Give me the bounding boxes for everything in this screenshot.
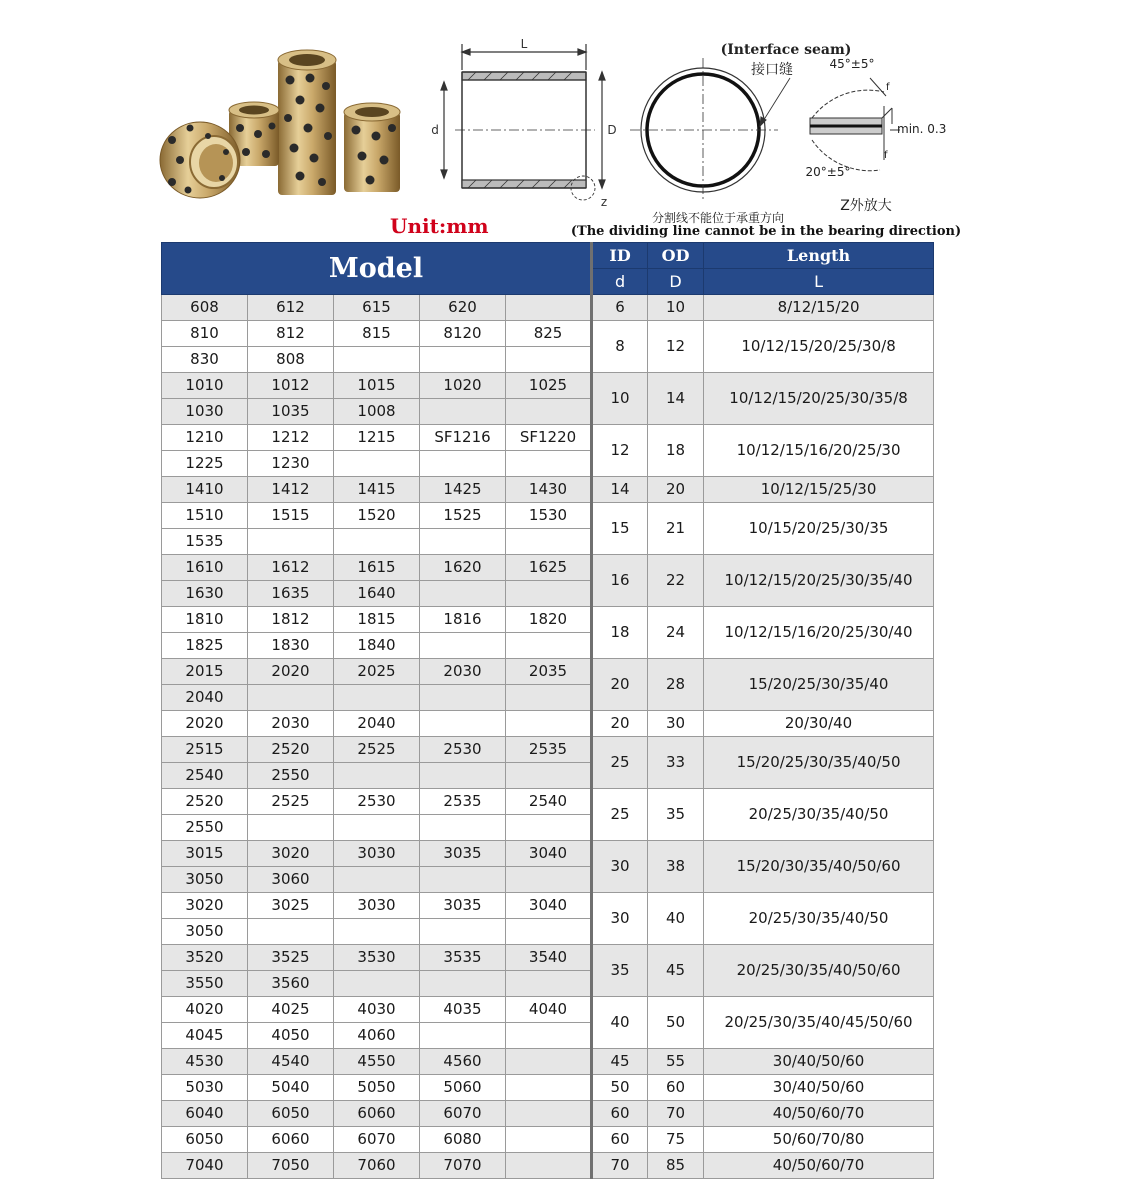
model-cell: 815 (334, 321, 420, 347)
length-cell: 20/25/30/35/40/45/50/60 (704, 997, 934, 1049)
model-cell: 3050 (162, 919, 248, 945)
id-cell: 25 (592, 737, 648, 789)
model-cell: 1035 (248, 399, 334, 425)
model-cell: 3035 (420, 893, 506, 919)
model-cell: 1812 (248, 607, 334, 633)
od-cell: 30 (648, 711, 704, 737)
model-cell: 5060 (420, 1075, 506, 1101)
length-cell: 20/25/30/35/40/50/60 (704, 945, 934, 997)
length-cell: 40/50/60/70 (704, 1153, 934, 1179)
table-row (162, 425, 934, 451)
model-cell: 8120 (420, 321, 506, 347)
model-cell: 1640 (334, 581, 420, 607)
model-cell (506, 1023, 592, 1049)
model-cell: 6060 (334, 1101, 420, 1127)
length-cell: 10/12/15/20/25/30/35/40 (704, 555, 934, 607)
model-cell: 2020 (248, 659, 334, 685)
table-row (162, 321, 934, 347)
model-cell: 1025 (506, 373, 592, 399)
id-cell: 20 (592, 659, 648, 711)
model-cell: SF1220 (506, 425, 592, 451)
model-cell: 620 (420, 295, 506, 321)
model-cell: 830 (162, 347, 248, 373)
model-cell: 3015 (162, 841, 248, 867)
model-cell: 3530 (334, 945, 420, 971)
section-drawing (441, 44, 605, 200)
length-symbol: L (704, 269, 934, 295)
model-cell: 1412 (248, 477, 334, 503)
model-cell: 1810 (162, 607, 248, 633)
model-cell: 4560 (420, 1049, 506, 1075)
model-cell: 812 (248, 321, 334, 347)
model-cell: 6070 (334, 1127, 420, 1153)
model-cell: 2035 (506, 659, 592, 685)
model-cell (420, 1023, 506, 1049)
table-row (162, 711, 934, 737)
od-cell: 10 (648, 295, 704, 321)
model-cell (506, 763, 592, 789)
table-body (162, 295, 934, 1179)
model-cell: 1816 (420, 607, 506, 633)
length-cell: 50/60/70/80 (704, 1127, 934, 1153)
length-cell: 10/12/15/25/30 (704, 477, 934, 503)
model-cell: 1612 (248, 555, 334, 581)
model-cell: 2040 (334, 711, 420, 737)
model-cell: 3020 (162, 893, 248, 919)
table-row (162, 373, 934, 399)
model-cell (334, 815, 420, 841)
model-cell: 615 (334, 295, 420, 321)
id-cell: 35 (592, 945, 648, 997)
model-cell (506, 1101, 592, 1127)
model-cell: 3035 (420, 841, 506, 867)
model-cell: 3030 (334, 841, 420, 867)
model-cell: 2550 (162, 815, 248, 841)
model-cell: 6040 (162, 1101, 248, 1127)
id-symbol: d (592, 269, 648, 295)
model-cell: 2530 (334, 789, 420, 815)
model-cell: 1415 (334, 477, 420, 503)
model-cell (506, 347, 592, 373)
model-cell: 7060 (334, 1153, 420, 1179)
table-row (162, 295, 934, 321)
model-cell: 7050 (248, 1153, 334, 1179)
model-cell: 5030 (162, 1075, 248, 1101)
id-cell: 45 (592, 1049, 648, 1075)
model-cell: 6070 (420, 1101, 506, 1127)
model-cell: 1820 (506, 607, 592, 633)
model-cell: 3040 (506, 841, 592, 867)
model-cell (506, 633, 592, 659)
model-cell: 7040 (162, 1153, 248, 1179)
length-cell: 10/12/15/16/20/25/30/40 (704, 607, 934, 659)
model-cell (248, 919, 334, 945)
table-row (162, 1153, 934, 1179)
model-cell: 6080 (420, 1127, 506, 1153)
od-cell: 24 (648, 607, 704, 659)
model-cell: 825 (506, 321, 592, 347)
id-cell: 30 (592, 893, 648, 945)
table-row (162, 737, 934, 763)
model-cell (506, 971, 592, 997)
length-cell: 8/12/15/20 (704, 295, 934, 321)
bushing-figure (0, 0, 1134, 240)
od-cell: 50 (648, 997, 704, 1049)
id-cell: 12 (592, 425, 648, 477)
model-cell (334, 971, 420, 997)
model-cell: 5040 (248, 1075, 334, 1101)
table-row (162, 555, 934, 581)
table-row (162, 607, 934, 633)
model-cell: 808 (248, 347, 334, 373)
angle-top: 45°±5° (829, 57, 875, 71)
model-cell (420, 711, 506, 737)
table-row (162, 1049, 934, 1075)
model-cell (420, 867, 506, 893)
model-cell: 3025 (248, 893, 334, 919)
id-cell: 40 (592, 997, 648, 1049)
model-cell: 2540 (162, 763, 248, 789)
dim-D: D (607, 123, 617, 137)
model-cell: 1530 (506, 503, 592, 529)
od-cell: 33 (648, 737, 704, 789)
model-cell: 2530 (420, 737, 506, 763)
model-cell: 4540 (248, 1049, 334, 1075)
model-cell: 1210 (162, 425, 248, 451)
od-cell: 40 (648, 893, 704, 945)
od-cell: 75 (648, 1127, 704, 1153)
id-cell: 70 (592, 1153, 648, 1179)
model-cell: 2020 (162, 711, 248, 737)
model-cell: 1010 (162, 373, 248, 399)
model-cell: 2030 (248, 711, 334, 737)
model-cell: 5050 (334, 1075, 420, 1101)
model-cell: 1225 (162, 451, 248, 477)
model-cell (334, 347, 420, 373)
table-row (162, 789, 934, 815)
model-cell: 3540 (506, 945, 592, 971)
model-cell (420, 529, 506, 555)
model-cell: 3020 (248, 841, 334, 867)
model-cell (420, 399, 506, 425)
id-cell: 20 (592, 711, 648, 737)
model-cell: 2540 (506, 789, 592, 815)
od-cell: 55 (648, 1049, 704, 1075)
id-cell: 60 (592, 1127, 648, 1153)
length-cell: 30/40/50/60 (704, 1049, 934, 1075)
id-cell: 15 (592, 503, 648, 555)
model-cell: 2025 (334, 659, 420, 685)
model-cell: 6060 (248, 1127, 334, 1153)
model-cell: 3560 (248, 971, 334, 997)
od-cell: 45 (648, 945, 704, 997)
model-cell: 2525 (334, 737, 420, 763)
model-cell: 612 (248, 295, 334, 321)
model-cell (506, 919, 592, 945)
model-cell (420, 451, 506, 477)
model-cell: 3040 (506, 893, 592, 919)
end-view-drawing (630, 58, 790, 202)
model-cell: 1630 (162, 581, 248, 607)
model-cell: 1615 (334, 555, 420, 581)
table-row (162, 1127, 934, 1153)
model-cell (248, 685, 334, 711)
model-cell: 1825 (162, 633, 248, 659)
dim-L: L (520, 37, 528, 51)
od-cell: 21 (648, 503, 704, 555)
model-cell: 3535 (420, 945, 506, 971)
od-header: OD (648, 243, 704, 269)
id-cell: 14 (592, 477, 648, 503)
model-cell (506, 867, 592, 893)
length-header: Length (704, 243, 934, 269)
model-cell: 4025 (248, 997, 334, 1023)
model-cell: 3550 (162, 971, 248, 997)
z-enlarged-label: Z外放大 (840, 198, 892, 214)
length-cell: 10/12/15/20/25/30/8 (704, 321, 934, 373)
table-row (162, 997, 934, 1023)
table-row (162, 893, 934, 919)
model-cell: 1525 (420, 503, 506, 529)
od-cell: 14 (648, 373, 704, 425)
model-cell (420, 763, 506, 789)
model-cell: 6050 (248, 1101, 334, 1127)
model-cell (506, 815, 592, 841)
model-cell (334, 919, 420, 945)
model-cell (334, 451, 420, 477)
model-cell (420, 971, 506, 997)
model-cell (420, 685, 506, 711)
model-cell (506, 1153, 592, 1179)
model-header: Model (162, 243, 592, 295)
table-row (162, 477, 934, 503)
model-cell: 2550 (248, 763, 334, 789)
model-cell (506, 1075, 592, 1101)
model-cell: 4060 (334, 1023, 420, 1049)
od-symbol: D (648, 269, 704, 295)
model-cell: 3030 (334, 893, 420, 919)
model-cell (506, 1049, 592, 1075)
f2-label: f (886, 82, 890, 93)
id-cell: 18 (592, 607, 648, 659)
model-cell: 4020 (162, 997, 248, 1023)
id-cell: 10 (592, 373, 648, 425)
model-cell: 1520 (334, 503, 420, 529)
od-cell: 20 (648, 477, 704, 503)
model-cell: 1840 (334, 633, 420, 659)
model-cell (334, 867, 420, 893)
model-cell: 608 (162, 295, 248, 321)
length-cell: 10/12/15/16/20/25/30 (704, 425, 934, 477)
model-cell (506, 685, 592, 711)
model-cell (506, 1127, 592, 1153)
id-cell: 30 (592, 841, 648, 893)
id-cell: 50 (592, 1075, 648, 1101)
model-cell: 1635 (248, 581, 334, 607)
table-row (162, 1075, 934, 1101)
model-cell: 3525 (248, 945, 334, 971)
model-cell: 1610 (162, 555, 248, 581)
model-cell (506, 529, 592, 555)
model-cell (420, 919, 506, 945)
model-cell: 4040 (506, 997, 592, 1023)
model-cell: 1212 (248, 425, 334, 451)
model-cell: 1230 (248, 451, 334, 477)
model-cell (420, 815, 506, 841)
model-cell: 1510 (162, 503, 248, 529)
od-cell: 85 (648, 1153, 704, 1179)
model-cell: 1830 (248, 633, 334, 659)
od-cell: 38 (648, 841, 704, 893)
length-cell: 15/20/25/30/35/40 (704, 659, 934, 711)
model-cell (506, 451, 592, 477)
od-cell: 12 (648, 321, 704, 373)
od-cell: 18 (648, 425, 704, 477)
model-cell (506, 295, 592, 321)
model-cell: 1020 (420, 373, 506, 399)
unit-label: Unit:mm (390, 214, 489, 238)
model-cell: 1030 (162, 399, 248, 425)
table-row (162, 659, 934, 685)
model-cell (420, 347, 506, 373)
model-cell: 3060 (248, 867, 334, 893)
model-cell: 1815 (334, 607, 420, 633)
id-cell: 6 (592, 295, 648, 321)
od-cell: 35 (648, 789, 704, 841)
model-cell: 1535 (162, 529, 248, 555)
f1-label: f (884, 150, 888, 161)
length-cell: 15/20/25/30/35/40/50 (704, 737, 934, 789)
model-cell: 1015 (334, 373, 420, 399)
model-cell: 4035 (420, 997, 506, 1023)
model-cell: 2040 (162, 685, 248, 711)
od-cell: 70 (648, 1101, 704, 1127)
model-cell: 1515 (248, 503, 334, 529)
model-cell: 6050 (162, 1127, 248, 1153)
length-cell: 10/12/15/20/25/30/35/8 (704, 373, 934, 425)
model-cell: 3520 (162, 945, 248, 971)
model-cell (420, 633, 506, 659)
seam-label-en: (Interface seam) (720, 42, 852, 58)
model-cell: 2535 (420, 789, 506, 815)
model-cell: 1425 (420, 477, 506, 503)
model-cell: 4530 (162, 1049, 248, 1075)
angle-bottom: 20°±5° (805, 165, 851, 179)
dim-z: z (600, 195, 608, 209)
length-cell: 30/40/50/60 (704, 1075, 934, 1101)
model-cell: 1410 (162, 477, 248, 503)
model-cell (506, 399, 592, 425)
model-cell: 3050 (162, 867, 248, 893)
dim-d: d (431, 123, 439, 137)
model-cell: 1215 (334, 425, 420, 451)
model-cell: 1625 (506, 555, 592, 581)
model-cell (334, 763, 420, 789)
model-cell (420, 581, 506, 607)
model-cell (248, 815, 334, 841)
od-cell: 22 (648, 555, 704, 607)
id-cell: 25 (592, 789, 648, 841)
model-cell: 2515 (162, 737, 248, 763)
id-header: ID (592, 243, 648, 269)
length-cell: 40/50/60/70 (704, 1101, 934, 1127)
model-cell: 7070 (420, 1153, 506, 1179)
model-cell: 1012 (248, 373, 334, 399)
od-cell: 28 (648, 659, 704, 711)
model-cell: 2015 (162, 659, 248, 685)
dividing-note-en: (The dividing line cannot be in the bearing direction) (570, 224, 962, 239)
model-cell (506, 711, 592, 737)
model-cell: 810 (162, 321, 248, 347)
dividing-note-cn: 分割线不能位于承重方向 (651, 211, 785, 225)
model-cell: 4550 (334, 1049, 420, 1075)
table-row (162, 945, 934, 971)
model-cell: 2525 (248, 789, 334, 815)
model-cell: 4030 (334, 997, 420, 1023)
min-label: min. 0.3 (897, 122, 947, 136)
table-row (162, 503, 934, 529)
model-cell: 4050 (248, 1023, 334, 1049)
model-cell: 2030 (420, 659, 506, 685)
id-cell: 60 (592, 1101, 648, 1127)
model-cell (248, 529, 334, 555)
id-cell: 8 (592, 321, 648, 373)
length-cell: 10/15/20/25/30/35 (704, 503, 934, 555)
model-cell: 2520 (248, 737, 334, 763)
bushings-photo (160, 50, 400, 198)
length-cell: 15/20/30/35/40/50/60 (704, 841, 934, 893)
model-cell (506, 581, 592, 607)
size-table (161, 242, 934, 1179)
model-cell: 1430 (506, 477, 592, 503)
model-cell: SF1216 (420, 425, 506, 451)
length-cell: 20/30/40 (704, 711, 934, 737)
length-cell: 20/25/30/35/40/50 (704, 893, 934, 945)
id-cell: 16 (592, 555, 648, 607)
table-row (162, 841, 934, 867)
od-cell: 60 (648, 1075, 704, 1101)
model-cell: 1008 (334, 399, 420, 425)
model-cell (334, 529, 420, 555)
model-cell: 2520 (162, 789, 248, 815)
length-cell: 20/25/30/35/40/50 (704, 789, 934, 841)
model-cell: 4045 (162, 1023, 248, 1049)
model-cell: 1620 (420, 555, 506, 581)
model-cell (334, 685, 420, 711)
model-cell: 2535 (506, 737, 592, 763)
seam-label-cn: 接口缝 (751, 62, 793, 78)
table-row (162, 1101, 934, 1127)
